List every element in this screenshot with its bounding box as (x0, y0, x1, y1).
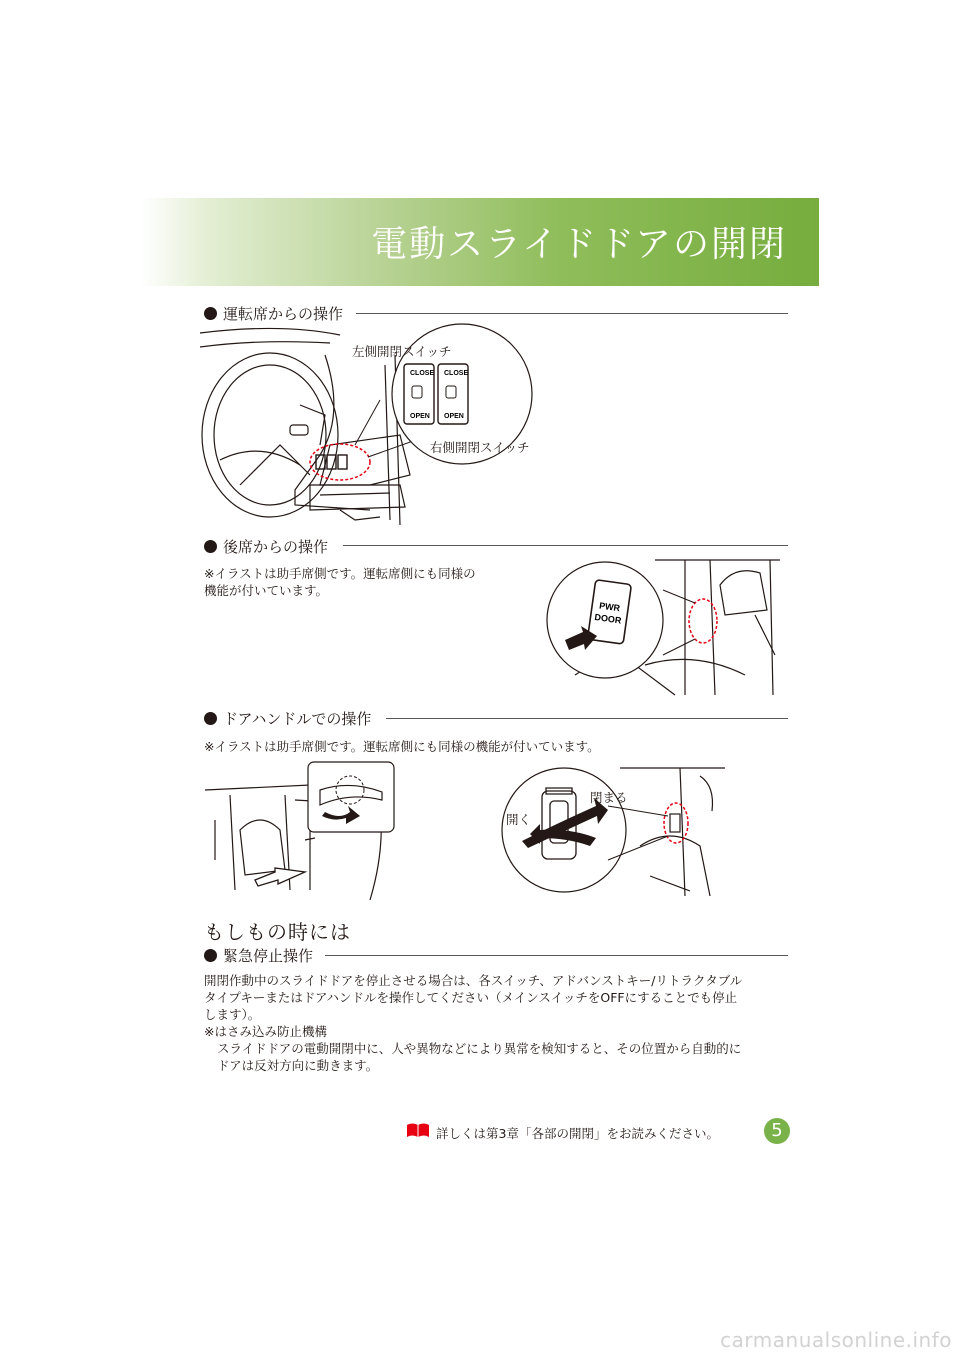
page-title: 電動スライドドアの開閉 (371, 224, 787, 265)
pwr-label: PWR (598, 600, 621, 614)
note-line: 機能が付いています。 (204, 583, 329, 598)
close-label-left: CLOSE (410, 370, 435, 377)
title-banner (141, 198, 819, 286)
section-heading-rear-seat (204, 536, 328, 556)
door-label: DOOR (593, 611, 623, 626)
section-heading-label: 緊急停止操作 (223, 946, 314, 965)
section-heading-driver-seat (204, 303, 343, 323)
book-icon (406, 1122, 430, 1138)
emergency-paragraph (204, 972, 790, 1074)
paragraph-line: 開閉作動中のスライドドアを停止させる場合は、各スイッチ、アドバンストキー/リトラクタブル (204, 973, 743, 988)
page-number: 5 (764, 1118, 790, 1144)
note-line: ※イラストは助手席側です。運転席側にも同様の (204, 566, 476, 581)
bullet-icon (204, 949, 217, 962)
highlight-circle (310, 444, 370, 480)
paragraph-line: タイプキーまたはドアハンドルを操作してください（メインスイッチをOFFにすることでも停止 (204, 990, 738, 1005)
divider (343, 545, 788, 546)
note-line: スライドドアの電動開閉中に、人や異物などにより異常を検知すると、その位置から自動的に (217, 1041, 742, 1056)
section-heading-label: 運転席からの操作 (223, 304, 344, 323)
watermark: carmanualsonline.info (720, 1328, 952, 1352)
open-label-right: OPEN (444, 413, 464, 420)
divider (356, 313, 788, 314)
bullet-icon (204, 712, 217, 725)
callout-left-switch: 左側開閉スイッチ (352, 344, 452, 359)
emergency-title: もしもの時には (204, 920, 351, 944)
paragraph-line: します）。 (204, 1007, 261, 1022)
section-heading-door-handle (204, 708, 371, 728)
bullet-icon (204, 307, 217, 320)
bullet-icon (204, 540, 217, 553)
slide-arrow-icon (255, 868, 305, 886)
callout-open: 開く (506, 812, 532, 827)
pwr-door-zoom (545, 560, 665, 680)
section-heading-emergency-stop (204, 945, 313, 965)
section-heading-label: ドアハンドルでの操作 (223, 709, 372, 728)
reference-text: 詳しくは第3章「各部の開閉」をお読みください。 (436, 1126, 719, 1141)
callout-close: 閉まる (590, 790, 628, 805)
open-label-left: OPEN (410, 413, 430, 420)
section-heading-label: 後席からの操作 (223, 537, 329, 556)
divider (386, 718, 788, 719)
door-handle-zoom-illustration (500, 766, 730, 901)
door-handle-note: ※イラストは助手席側です。運転席側にも同様の機能が付いています。 (204, 739, 600, 754)
note-line: ドアは反対方向に動きます。 (217, 1058, 379, 1073)
door-handle-illustration (200, 760, 400, 900)
divider (325, 955, 788, 956)
close-label-right: CLOSE (444, 370, 469, 377)
rear-seat-note (204, 565, 476, 599)
callout-right-switch: 右側開閉スイッチ (430, 440, 530, 455)
note-heading: ※はさみ込み防止機構 (204, 1024, 327, 1039)
door-switches (402, 362, 502, 430)
